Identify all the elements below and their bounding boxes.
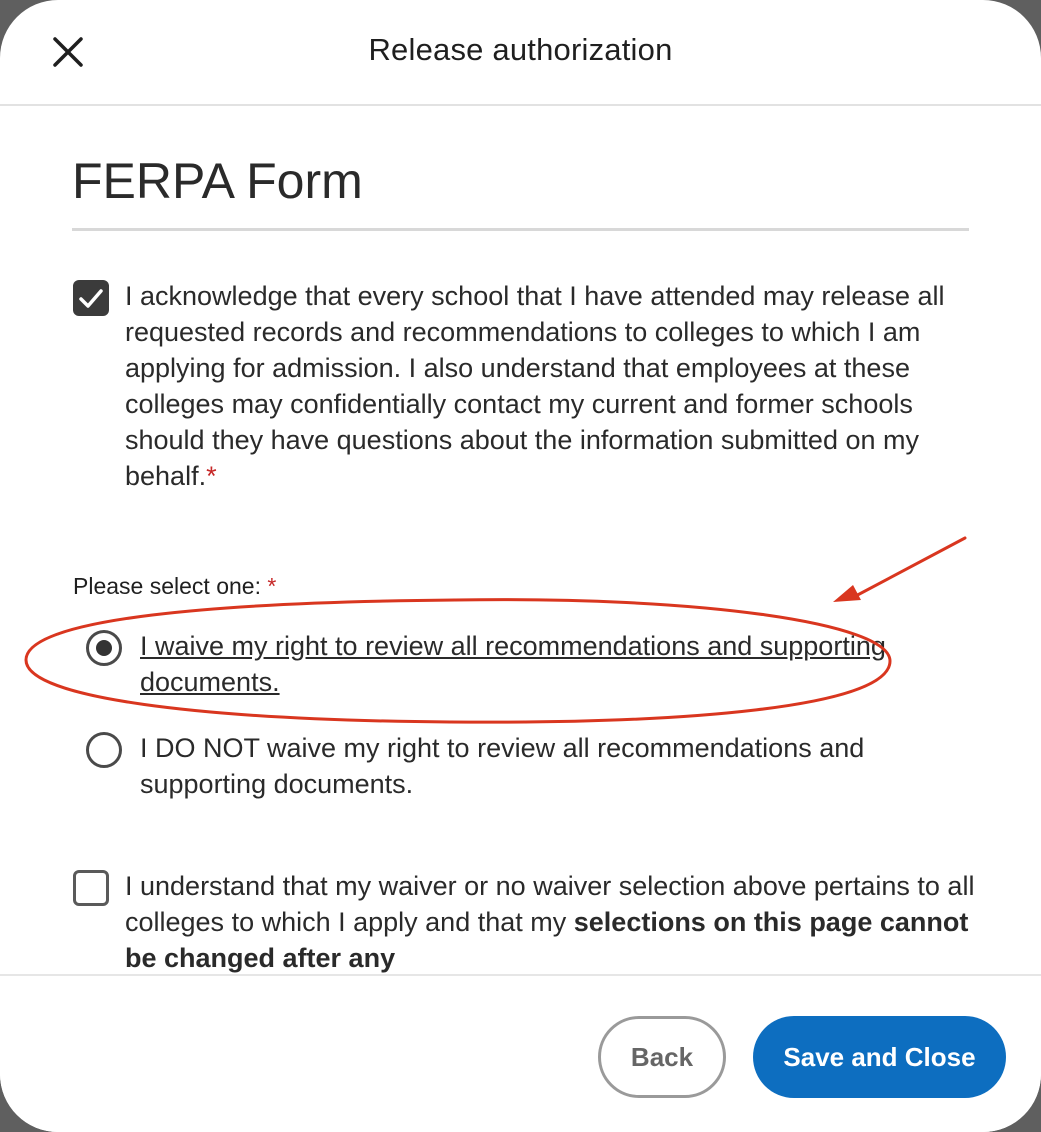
title-divider — [72, 228, 969, 231]
radio-waive-label[interactable]: I waive my right to review all recommendations and supporting documents. — [140, 631, 886, 697]
save-and-close-button[interactable]: Save and Close — [753, 1016, 1006, 1098]
form-title: FERPA Form — [72, 153, 363, 209]
checkmark-icon — [73, 280, 109, 316]
annotation-arrow-shaft — [850, 538, 965, 599]
dialog-title: Release authorization — [368, 32, 673, 67]
radio-selected-dot — [96, 640, 112, 656]
annotation-overlay — [0, 108, 1041, 974]
understand-text — [125, 868, 975, 974]
dialog-header — [0, 0, 1041, 106]
select-required-mark: * — [267, 573, 277, 599]
radio-not-waive[interactable] — [86, 732, 122, 768]
select-one-text: Please select one: — [73, 573, 261, 599]
dialog-content[interactable] — [0, 108, 1041, 974]
radio-not-waive-label[interactable]: I DO NOT waive my right to review all recommendations and supporting documents. — [140, 733, 865, 799]
select-one-label — [73, 573, 276, 600]
annotation-arrowhead — [833, 585, 861, 602]
understand-checkbox[interactable] — [73, 870, 109, 906]
understand-text-bold: selections on this page cannot be changed after any — [125, 907, 969, 973]
acknowledge-text — [125, 278, 975, 494]
understand-text-body: I understand that my waiver or no waiver selection above pertains to all colleges to which I apply and that my — [125, 871, 975, 937]
back-button[interactable]: Back — [598, 1016, 726, 1098]
dialog-footer — [0, 974, 1041, 1132]
acknowledge-text-body: I acknowledge that every school that I have attended may release all requested records and recommendations to colleges to which I am applying for admission. I also understand that employees at these colleges may confidentially contact my current and former schools should they have questions about the information submitted on my behalf. — [125, 281, 945, 491]
acknowledge-checkbox[interactable] — [73, 280, 109, 316]
radio-waive[interactable] — [86, 630, 122, 666]
required-mark: * — [206, 461, 217, 491]
